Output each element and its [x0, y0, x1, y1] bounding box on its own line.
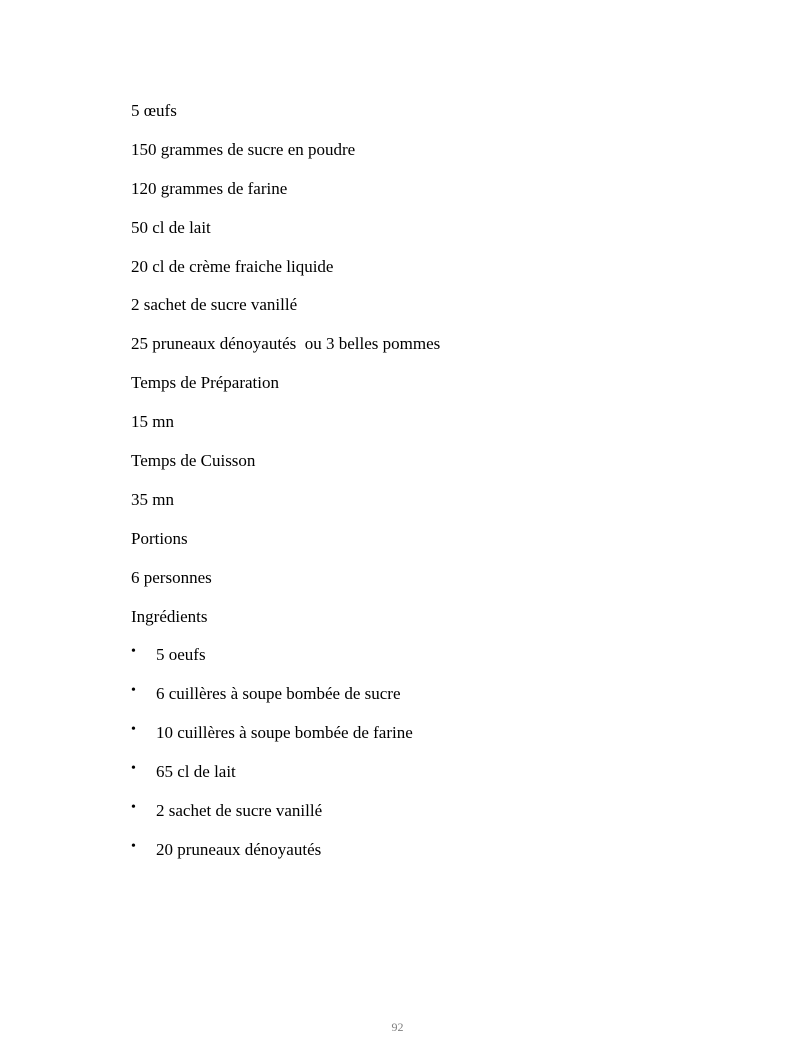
section-heading: Temps de Cuisson — [131, 451, 256, 471]
list-item — [131, 800, 731, 839]
recipe-content — [131, 100, 731, 878]
text-line: 50 cl de lait — [131, 217, 211, 237]
list-item-text: 65 cl de lait — [156, 762, 236, 782]
text-line: 20 cl de crème fraiche liquide — [131, 256, 334, 276]
list-item-text: 20 pruneaux dénoyautés — [156, 839, 322, 859]
list-item — [131, 761, 731, 800]
text-line: 15 mn — [131, 412, 174, 432]
list-item-text: 10 cuillères à soupe bombée de farine — [156, 723, 413, 743]
text-line: 150 grammes de sucre en poudre — [131, 139, 356, 159]
list-item-text: 2 sachet de sucre vanillé — [156, 801, 323, 821]
text-line: 120 grammes de farine — [131, 178, 288, 198]
section-heading: Ingrédients — [131, 606, 208, 626]
list-item — [131, 644, 731, 683]
text-line: 5 œufs — [131, 101, 177, 120]
text-line: 25 pruneaux dénoyautés ou 3 belles pommes — [131, 334, 441, 354]
list-item-text: 5 oeufs — [156, 645, 206, 665]
section-heading: Temps de Préparation — [131, 373, 279, 393]
text-line: 35 mn — [131, 489, 174, 509]
bullet-icon: • — [131, 644, 136, 660]
list-item — [131, 683, 731, 722]
list-item — [131, 839, 731, 878]
bullet-icon: • — [131, 800, 136, 816]
bullet-icon: • — [131, 683, 136, 699]
section-heading: Portions — [131, 528, 188, 548]
text-line: 6 personnes — [131, 567, 212, 587]
page-number: 92 — [391, 1020, 404, 1034]
bullet-icon: • — [131, 838, 136, 854]
text-line: 2 sachet de sucre vanillé — [131, 295, 298, 315]
list-item-text: 6 cuillères à soupe bombée de sucre — [156, 684, 401, 704]
list-item — [131, 722, 731, 761]
bullet-icon: • — [131, 761, 136, 777]
bullet-icon: • — [131, 722, 136, 738]
